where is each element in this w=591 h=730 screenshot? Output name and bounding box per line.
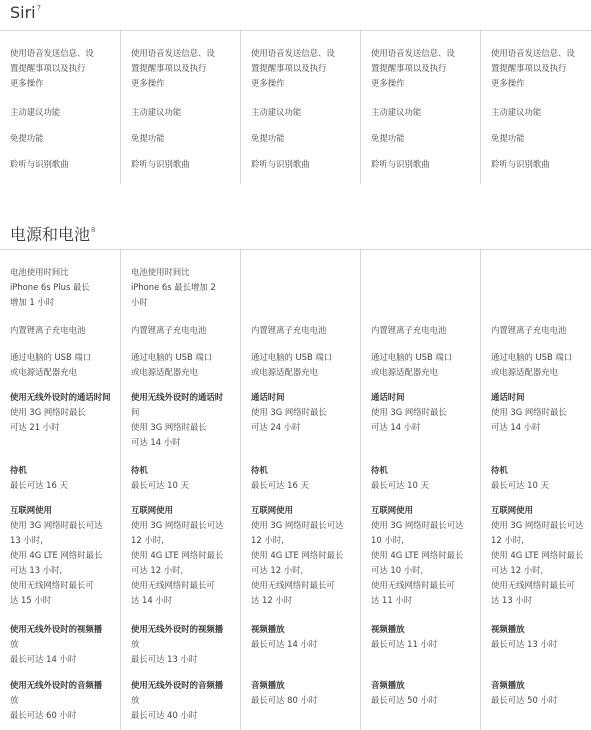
power-spec-item (10, 390, 120, 435)
power-spec-line: 使用 3G 网络时最长可达 (251, 520, 344, 530)
power-spec-line: iPhone 6s Plus 最长 (10, 282, 90, 292)
power-spec-line: 13 小时, (10, 535, 43, 545)
power-spec-item (491, 622, 591, 652)
power-spec-line: iPhone 6s 最长增加 2 (131, 282, 216, 292)
siri-feature-line: 聆听与识别歌曲 (131, 159, 190, 169)
power-spec-line: 可达 13 小时, (10, 565, 63, 575)
power-spec-item (10, 350, 120, 380)
siri-feature-line: 更多操作 (491, 78, 525, 88)
power-spec-heading: 互联网使用 (10, 505, 52, 515)
siri-feature-item (251, 46, 361, 91)
siri-feature-line: 免提功能 (251, 133, 285, 143)
siri-feature-line: 聆听与识别歌曲 (10, 159, 69, 169)
siri-feature-line: 更多操作 (10, 78, 44, 88)
siri-feature-item (371, 131, 481, 146)
siri-feature-item (131, 157, 241, 172)
power-spec-line: 内置锂离子充电电池 (131, 325, 207, 335)
siri-title-text: Siri (10, 3, 36, 22)
power-spec-line: 使用 3G 网络时最长 (371, 407, 447, 417)
power-column-4 (360, 250, 480, 730)
power-spec-heading: 音频播放 (251, 680, 285, 690)
power-spec-heading: 互联网使用 (371, 505, 413, 515)
siri-feature-item (10, 157, 120, 172)
power-spec-heading: 音频播放 (371, 680, 405, 690)
power-title-text: 电源和电池 (10, 225, 91, 244)
power-feature-grid (0, 250, 591, 730)
power-spec-item (371, 678, 481, 708)
siri-column-5 (480, 31, 591, 184)
power-spec-item (371, 622, 481, 652)
power-spec-heading: 使用无线外设时的通话时 (131, 392, 224, 402)
power-column-3 (240, 250, 360, 730)
siri-feature-line: 免提功能 (371, 133, 405, 143)
siri-feature-line: 聆听与识别歌曲 (491, 159, 550, 169)
power-spec-line: 间 (131, 407, 140, 417)
power-spec-line: 最长可达 14 小时 (251, 639, 318, 649)
siri-feature-line: 主动建议功能 (251, 107, 302, 117)
power-spec-item (251, 350, 361, 380)
power-spec-line: 12 小时, (131, 535, 164, 545)
power-spec-heading: 使用无线外设时的视频播 (131, 624, 224, 634)
power-spec-line: 使用 3G 网络时最长 (10, 407, 86, 417)
siri-feature-line: 使用语音发送信息、设 (491, 48, 575, 58)
power-spec-item (131, 390, 241, 450)
power-spec-item (491, 503, 591, 608)
power-spec-line: 可达 21 小时 (10, 422, 60, 432)
power-spec-heading: 互联网使用 (251, 505, 293, 515)
power-spec-item (251, 390, 361, 435)
power-spec-line: 放 (131, 695, 140, 705)
power-spec-line: 使用 3G 网络时最长可达 (491, 520, 584, 530)
power-spec-line: 12 小时, (251, 535, 284, 545)
power-spec-item (251, 323, 361, 338)
power-column-5 (480, 250, 591, 730)
power-spec-item (371, 323, 481, 338)
power-column-2 (120, 250, 240, 730)
power-spec-line: 12 小时, (491, 535, 524, 545)
power-spec-line: 使用无线网络时最长可 (10, 580, 94, 590)
power-spec-item (491, 350, 591, 380)
power-spec-line: 使用 4G LTE 网络时最长 (371, 550, 464, 560)
power-spec-line: 通过电脑的 USB 端口 (10, 352, 92, 362)
siri-feature-item (131, 131, 241, 146)
power-spec-heading: 待机 (491, 465, 508, 475)
power-spec-heading: 视频播放 (371, 624, 405, 634)
power-spec-line: 最长可达 40 小时 (131, 710, 198, 720)
power-spec-line: 最长可达 10 天 (371, 480, 429, 490)
power-spec-heading: 待机 (10, 465, 27, 475)
power-spec-item (251, 503, 361, 608)
power-spec-item (371, 503, 481, 608)
power-spec-heading: 使用无线外设时的通话时间 (10, 392, 111, 402)
siri-feature-item (251, 157, 361, 172)
power-spec-line: 10 小时, (371, 535, 404, 545)
power-spec-line: 使用 3G 网络时最长 (491, 407, 567, 417)
power-spec-line: 最长可达 13 小时 (491, 639, 558, 649)
power-spec-line: 可达 14 小时 (131, 437, 181, 447)
siri-feature-item (491, 157, 591, 172)
power-spec-line: 小时 (131, 297, 148, 307)
power-spec-line: 可达 12 小时, (131, 565, 184, 575)
siri-feature-line: 主动建议功能 (131, 107, 182, 117)
siri-section-title (10, 3, 41, 22)
siri-feature-line: 聆听与识别歌曲 (251, 159, 310, 169)
power-spec-heading: 待机 (131, 465, 148, 475)
power-spec-item (371, 463, 481, 493)
power-section-title (10, 222, 95, 245)
power-spec-line: 通过电脑的 USB 端口 (491, 352, 573, 362)
power-spec-heading: 待机 (371, 465, 388, 475)
power-footnote-marker[interactable]: 8 (91, 226, 96, 234)
siri-feature-line: 聆听与识别歌曲 (371, 159, 430, 169)
power-spec-line: 内置锂离子充电电池 (251, 325, 327, 335)
siri-feature-item (371, 105, 481, 120)
power-spec-line: 最长可达 16 天 (251, 480, 309, 490)
siri-feature-line: 置提醒事项以及执行 (131, 63, 207, 73)
power-spec-line: 最长可达 16 天 (10, 480, 68, 490)
power-spec-line: 可达 24 小时 (251, 422, 301, 432)
siri-feature-item (10, 46, 120, 91)
power-spec-item (371, 350, 481, 380)
power-spec-item (491, 390, 591, 435)
power-spec-line: 使用 3G 网络时最长 (251, 407, 327, 417)
power-spec-line: 可达 14 小时 (491, 422, 541, 432)
siri-feature-line: 免提功能 (10, 133, 44, 143)
siri-feature-line: 免提功能 (131, 133, 165, 143)
power-spec-heading: 视频播放 (251, 624, 285, 634)
siri-feature-item (251, 105, 361, 120)
power-spec-line: 最长可达 50 小时 (371, 695, 438, 705)
siri-feature-item (251, 131, 361, 146)
siri-feature-line: 使用语音发送信息、设 (131, 48, 215, 58)
power-spec-line: 放 (131, 639, 140, 649)
power-spec-line: 电池使用时间比 (131, 267, 190, 277)
power-spec-line: 放 (10, 695, 19, 705)
siri-feature-line: 置提醒事项以及执行 (251, 63, 327, 73)
siri-feature-item (491, 46, 591, 91)
power-spec-heading: 互联网使用 (131, 505, 173, 515)
power-spec-line: 可达 12 小时, (491, 565, 544, 575)
power-spec-line: 使用 3G 网络时最长 (131, 422, 207, 432)
siri-feature-line: 主动建议功能 (10, 107, 61, 117)
power-spec-line: 内置锂离子充电电池 (491, 325, 567, 335)
siri-column-4 (360, 31, 480, 184)
power-spec-item (131, 463, 241, 493)
siri-feature-item (491, 105, 591, 120)
siri-column-2 (120, 31, 240, 184)
power-spec-line: 达 13 小时 (491, 595, 533, 605)
siri-feature-line: 更多操作 (251, 78, 285, 88)
power-spec-heading: 使用无线外设时的视频播 (10, 624, 103, 634)
siri-feature-line: 主动建议功能 (371, 107, 422, 117)
siri-feature-item (371, 46, 481, 91)
siri-column-1 (0, 31, 120, 184)
power-spec-heading: 音频播放 (491, 680, 525, 690)
siri-feature-grid (0, 31, 591, 184)
power-spec-item (251, 678, 361, 708)
siri-feature-line: 使用语音发送信息、设 (371, 48, 455, 58)
power-spec-heading: 互联网使用 (491, 505, 533, 515)
power-spec-line: 最长可达 13 小时 (131, 654, 198, 664)
power-spec-item (491, 463, 591, 493)
power-spec-line: 使用无线网络时最长可 (131, 580, 215, 590)
power-spec-item (131, 323, 241, 338)
power-spec-item (371, 390, 481, 435)
power-spec-item (131, 265, 241, 310)
power-spec-item (10, 622, 120, 667)
power-spec-line: 或电源适配器充电 (371, 367, 438, 377)
power-spec-line: 或电源适配器充电 (131, 367, 198, 377)
siri-column-3 (240, 31, 360, 184)
power-spec-item (131, 503, 241, 608)
siri-feature-item (10, 131, 120, 146)
siri-feature-line: 更多操作 (371, 78, 405, 88)
siri-feature-item (131, 46, 241, 91)
power-spec-line: 达 14 小时 (131, 595, 173, 605)
power-spec-line: 最长可达 10 天 (131, 480, 189, 490)
power-spec-line: 使用无线网络时最长可 (371, 580, 455, 590)
siri-feature-line: 置提醒事项以及执行 (371, 63, 447, 73)
siri-feature-item (131, 105, 241, 120)
power-spec-line: 最长可达 14 小时 (10, 654, 77, 664)
power-spec-line: 可达 10 小时, (371, 565, 424, 575)
power-spec-item (10, 678, 120, 723)
power-spec-line: 最长可达 80 小时 (251, 695, 318, 705)
power-spec-item (131, 350, 241, 380)
power-spec-line: 使用 3G 网络时最长可达 (371, 520, 464, 530)
power-spec-line: 增加 1 小时 (10, 297, 55, 307)
power-spec-item (131, 678, 241, 723)
power-spec-line: 使用 4G LTE 网络时最长 (131, 550, 224, 560)
power-spec-heading: 待机 (251, 465, 268, 475)
power-spec-line: 通过电脑的 USB 端口 (251, 352, 333, 362)
siri-feature-line: 置提醒事项以及执行 (491, 63, 567, 73)
power-column-1 (0, 250, 120, 730)
power-spec-item (491, 678, 591, 708)
power-spec-item (251, 463, 361, 493)
power-spec-line: 达 12 小时 (251, 595, 293, 605)
siri-feature-line: 免提功能 (491, 133, 525, 143)
power-spec-line: 达 15 小时 (10, 595, 52, 605)
power-spec-line: 最长可达 11 小时 (371, 639, 438, 649)
power-spec-line: 内置锂离子充电电池 (10, 325, 86, 335)
siri-feature-item (371, 157, 481, 172)
power-spec-item (10, 503, 120, 608)
siri-feature-line: 主动建议功能 (491, 107, 542, 117)
power-spec-heading: 通话时间 (251, 392, 285, 402)
power-spec-item (131, 622, 241, 667)
power-spec-line: 使用 3G 网络时最长可达 (10, 520, 103, 530)
siri-feature-line: 置提醒事项以及执行 (10, 63, 86, 73)
power-spec-line: 最长可达 50 小时 (491, 695, 558, 705)
power-spec-line: 通过电脑的 USB 端口 (371, 352, 453, 362)
power-spec-line: 放 (10, 639, 19, 649)
power-spec-line: 使用 4G LTE 网络时最长 (10, 550, 103, 560)
power-spec-item (10, 265, 120, 310)
power-spec-heading: 使用无线外设时的音频播 (10, 680, 103, 690)
power-spec-line: 或电源适配器充电 (10, 367, 77, 377)
power-spec-line: 可达 14 小时 (371, 422, 421, 432)
power-spec-line: 或电源适配器充电 (251, 367, 318, 377)
power-spec-line: 或电源适配器充电 (491, 367, 558, 377)
power-spec-line: 可达 12 小时, (251, 565, 304, 575)
power-spec-line: 使用无线网络时最长可 (491, 580, 575, 590)
power-spec-item (10, 323, 120, 338)
power-spec-line: 电池使用时间比 (10, 267, 69, 277)
power-spec-heading: 视频播放 (491, 624, 525, 634)
power-spec-line: 最长可达 60 小时 (10, 710, 77, 720)
power-spec-line: 达 11 小时 (371, 595, 413, 605)
siri-feature-line: 更多操作 (131, 78, 165, 88)
power-spec-line: 最长可达 10 天 (491, 480, 549, 490)
siri-feature-line: 使用语音发送信息、设 (10, 48, 94, 58)
power-spec-line: 使用 4G LTE 网络时最长 (251, 550, 344, 560)
power-spec-line: 使用 3G 网络时最长可达 (131, 520, 224, 530)
siri-feature-item (10, 105, 120, 120)
power-spec-item (251, 622, 361, 652)
siri-footnote-marker[interactable]: 7 (36, 4, 42, 12)
power-spec-heading: 通话时间 (371, 392, 405, 402)
power-spec-item (491, 323, 591, 338)
power-spec-heading: 通话时间 (491, 392, 525, 402)
power-spec-line: 使用无线网络时最长可 (251, 580, 335, 590)
power-spec-line: 使用 4G LTE 网络时最长 (491, 550, 584, 560)
power-spec-heading: 使用无线外设时的音频播 (131, 680, 224, 690)
power-spec-item (10, 463, 120, 493)
siri-feature-line: 使用语音发送信息、设 (251, 48, 335, 58)
siri-feature-item (491, 131, 591, 146)
power-spec-line: 通过电脑的 USB 端口 (131, 352, 213, 362)
power-spec-line: 内置锂离子充电电池 (371, 325, 447, 335)
